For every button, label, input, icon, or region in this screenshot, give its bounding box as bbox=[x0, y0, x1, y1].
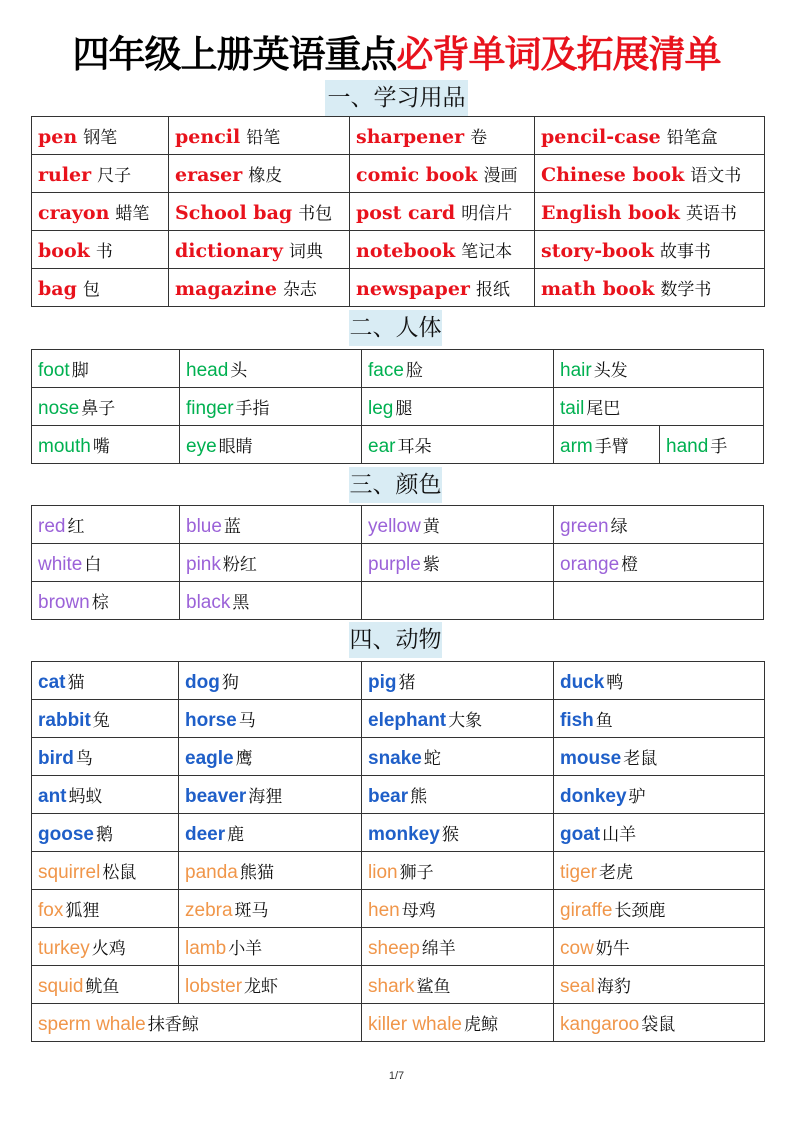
english-word: pen bbox=[38, 126, 78, 148]
table-row bbox=[32, 966, 765, 1004]
english-word: horse bbox=[185, 709, 237, 731]
stationery-table bbox=[31, 116, 765, 307]
english-word: yellow bbox=[368, 515, 421, 537]
table-row bbox=[32, 582, 764, 620]
chinese-meaning: 龙虾 bbox=[244, 976, 279, 997]
english-word: beaver bbox=[185, 785, 247, 807]
chinese-meaning: 驴 bbox=[628, 786, 646, 807]
english-word: dog bbox=[185, 671, 220, 693]
table-row bbox=[32, 814, 765, 852]
chinese-meaning: 粉红 bbox=[222, 554, 257, 575]
english-word: sheep bbox=[368, 937, 420, 959]
chinese-meaning: 鹅 bbox=[95, 824, 113, 845]
chinese-meaning: 报纸 bbox=[475, 280, 510, 300]
chinese-meaning: 紫 bbox=[422, 554, 440, 575]
vocab-cell bbox=[32, 582, 180, 620]
chinese-meaning: 尾巴 bbox=[586, 398, 621, 419]
vocab-cell bbox=[32, 776, 179, 814]
vocab-cell bbox=[179, 700, 362, 738]
table-row bbox=[32, 1004, 765, 1042]
english-word: goose bbox=[38, 823, 94, 845]
english-word: black bbox=[186, 591, 231, 613]
chinese-meaning: 海豹 bbox=[596, 976, 631, 997]
vocab-cell bbox=[179, 776, 362, 814]
vocab-cell bbox=[554, 582, 764, 620]
chinese-meaning: 笔记本 bbox=[461, 242, 513, 262]
section-heading-stationery: 一、学习用品 bbox=[325, 80, 468, 116]
vocab-cell bbox=[169, 155, 350, 193]
vocab-cell bbox=[362, 966, 554, 1004]
vocab-cell bbox=[179, 662, 362, 700]
english-word: eraser bbox=[175, 164, 243, 186]
chinese-meaning: 鸟 bbox=[75, 748, 93, 769]
table-row bbox=[32, 738, 765, 776]
chinese-meaning: 英语书 bbox=[685, 204, 737, 224]
vocab-cell bbox=[362, 506, 554, 544]
english-word: pink bbox=[186, 553, 221, 575]
vocab-cell bbox=[554, 350, 764, 388]
vocab-cell bbox=[362, 1004, 554, 1042]
vocab-cell bbox=[554, 814, 765, 852]
page-number: 1/7 bbox=[388, 1070, 405, 1082]
vocab-cell bbox=[362, 544, 554, 582]
vocab-cell bbox=[169, 231, 350, 269]
chinese-meaning: 包 bbox=[82, 280, 100, 300]
english-word: notebook bbox=[356, 240, 456, 262]
vocab-cell bbox=[32, 700, 179, 738]
vocab-cell bbox=[32, 852, 179, 890]
chinese-meaning: 钢笔 bbox=[83, 128, 118, 148]
english-word: ruler bbox=[38, 164, 92, 186]
vocab-cell bbox=[180, 544, 362, 582]
english-word: purple bbox=[368, 553, 421, 575]
vocab-cell bbox=[535, 155, 765, 193]
chinese-meaning: 鹰 bbox=[235, 748, 253, 769]
english-word: pig bbox=[368, 671, 397, 693]
chinese-meaning: 狗 bbox=[221, 672, 239, 693]
vocab-cell bbox=[535, 231, 765, 269]
english-word: hen bbox=[368, 899, 400, 921]
section-heading-animals: 四、动物 bbox=[349, 622, 442, 658]
chinese-meaning: 袋鼠 bbox=[641, 1014, 676, 1035]
vocab-cell bbox=[554, 852, 765, 890]
english-word: face bbox=[368, 359, 404, 381]
chinese-meaning: 鹿 bbox=[227, 824, 245, 845]
vocab-cell bbox=[535, 193, 765, 231]
chinese-meaning: 老鼠 bbox=[623, 748, 658, 769]
chinese-meaning: 铅笔盒 bbox=[666, 128, 718, 148]
vocab-cell bbox=[362, 852, 554, 890]
chinese-meaning: 耳朵 bbox=[397, 436, 432, 457]
vocab-cell bbox=[362, 890, 554, 928]
chinese-meaning: 词典 bbox=[288, 242, 323, 262]
chinese-meaning: 书 bbox=[95, 242, 113, 262]
vocab-cell bbox=[554, 662, 765, 700]
body-table bbox=[31, 349, 764, 464]
vocab-cell bbox=[180, 582, 362, 620]
english-word: killer whale bbox=[368, 1013, 462, 1035]
vocab-cell bbox=[350, 117, 535, 155]
vocab-cell bbox=[362, 776, 554, 814]
english-word: eye bbox=[186, 435, 217, 457]
english-word: lamb bbox=[185, 937, 227, 959]
chinese-meaning: 蛇 bbox=[423, 748, 441, 769]
english-word: hand bbox=[666, 435, 709, 457]
vocab-cell bbox=[535, 117, 765, 155]
english-word: mouth bbox=[38, 435, 91, 457]
vocab-cell bbox=[554, 890, 765, 928]
english-word: white bbox=[38, 553, 83, 575]
table-row bbox=[32, 350, 764, 388]
vocab-cell bbox=[179, 966, 362, 1004]
vocab-cell bbox=[179, 928, 362, 966]
chinese-meaning: 橡皮 bbox=[248, 166, 283, 186]
chinese-meaning: 手臂 bbox=[594, 436, 629, 457]
vocab-cell bbox=[179, 738, 362, 776]
chinese-meaning: 兔 bbox=[92, 710, 110, 731]
english-word: cat bbox=[38, 671, 66, 693]
chinese-meaning: 铅笔 bbox=[246, 128, 281, 148]
table-row bbox=[32, 269, 765, 307]
title-red: 必背单词及拓展清单 bbox=[396, 33, 721, 76]
vocab-cell bbox=[169, 269, 350, 307]
section-heading-body: 二、人体 bbox=[349, 310, 442, 346]
english-word: crayon bbox=[38, 202, 110, 224]
chinese-meaning: 奶牛 bbox=[595, 938, 630, 959]
vocab-cell bbox=[32, 506, 180, 544]
english-word: lion bbox=[368, 861, 398, 883]
vocab-cell bbox=[362, 738, 554, 776]
english-word: comic book bbox=[356, 164, 478, 186]
vocab-cell bbox=[32, 814, 179, 852]
english-word: leg bbox=[368, 397, 394, 419]
chinese-meaning: 语文书 bbox=[690, 166, 742, 186]
english-word: hair bbox=[560, 359, 592, 381]
chinese-meaning: 蚂蚁 bbox=[68, 786, 103, 807]
english-word: fish bbox=[560, 709, 594, 731]
chinese-meaning: 马 bbox=[238, 710, 256, 731]
section-heading-colors: 三、颜色 bbox=[349, 467, 442, 503]
english-word: English book bbox=[541, 202, 680, 224]
vocab-cell bbox=[350, 231, 535, 269]
chinese-meaning: 漫画 bbox=[483, 166, 518, 186]
vocab-cell bbox=[32, 388, 180, 426]
table-row bbox=[32, 928, 765, 966]
english-word: deer bbox=[185, 823, 226, 845]
vocab-cell bbox=[32, 738, 179, 776]
chinese-meaning: 眼睛 bbox=[218, 436, 253, 457]
english-word: tiger bbox=[560, 861, 597, 883]
vocab-cell bbox=[554, 426, 660, 464]
chinese-meaning: 脚 bbox=[71, 360, 89, 381]
english-word: bird bbox=[38, 747, 74, 769]
chinese-meaning: 绿 bbox=[610, 516, 628, 537]
chinese-meaning: 猪 bbox=[398, 672, 416, 693]
chinese-meaning: 熊猫 bbox=[239, 862, 274, 883]
chinese-meaning: 嘴 bbox=[92, 436, 110, 457]
vocab-cell bbox=[350, 193, 535, 231]
vocab-cell bbox=[32, 117, 169, 155]
english-word: pencil-case bbox=[541, 126, 661, 148]
chinese-meaning: 狐狸 bbox=[65, 900, 100, 921]
vocab-cell bbox=[362, 426, 554, 464]
chinese-meaning: 尺子 bbox=[97, 166, 132, 186]
english-word: rabbit bbox=[38, 709, 91, 731]
vocab-cell bbox=[554, 700, 765, 738]
chinese-meaning: 棕 bbox=[91, 592, 109, 613]
vocab-cell bbox=[554, 738, 765, 776]
table-row bbox=[32, 193, 765, 231]
chinese-meaning: 鱿鱼 bbox=[85, 976, 120, 997]
chinese-meaning: 鸭 bbox=[606, 672, 624, 693]
english-word: panda bbox=[185, 861, 238, 883]
english-word: squid bbox=[38, 975, 84, 997]
vocab-cell bbox=[180, 350, 362, 388]
english-word: duck bbox=[560, 671, 605, 693]
english-word: eagle bbox=[185, 747, 234, 769]
chinese-meaning: 手 bbox=[710, 436, 728, 457]
vocab-cell bbox=[32, 662, 179, 700]
chinese-meaning: 脸 bbox=[405, 360, 423, 381]
chinese-meaning: 小羊 bbox=[228, 938, 263, 959]
chinese-meaning: 蜡笔 bbox=[115, 204, 150, 224]
english-word: sperm whale bbox=[38, 1013, 146, 1035]
vocab-cell bbox=[362, 350, 554, 388]
vocab-cell bbox=[32, 426, 180, 464]
vocab-cell bbox=[362, 388, 554, 426]
english-word: brown bbox=[38, 591, 90, 613]
vocab-cell bbox=[179, 852, 362, 890]
colors-table bbox=[31, 505, 764, 620]
chinese-meaning: 虎鲸 bbox=[463, 1014, 498, 1035]
chinese-meaning: 白 bbox=[84, 554, 102, 575]
english-word: cow bbox=[560, 937, 594, 959]
chinese-meaning: 故事书 bbox=[659, 242, 711, 262]
vocab-cell bbox=[350, 155, 535, 193]
table-row bbox=[32, 231, 765, 269]
english-word: story-book bbox=[541, 240, 654, 262]
english-word: seal bbox=[560, 975, 595, 997]
english-word: mouse bbox=[560, 747, 622, 769]
english-word: giraffe bbox=[560, 899, 613, 921]
vocab-cell bbox=[179, 814, 362, 852]
chinese-meaning: 斑马 bbox=[234, 900, 269, 921]
chinese-meaning: 老虎 bbox=[598, 862, 633, 883]
vocab-cell bbox=[180, 388, 362, 426]
english-word: green bbox=[560, 515, 609, 537]
vocab-cell bbox=[180, 426, 362, 464]
chinese-meaning: 大象 bbox=[448, 710, 483, 731]
table-row bbox=[32, 776, 765, 814]
vocab-cell bbox=[32, 1004, 362, 1042]
vocab-cell bbox=[554, 544, 764, 582]
table-row bbox=[32, 852, 765, 890]
chinese-meaning: 熊 bbox=[410, 786, 428, 807]
vocab-cell bbox=[32, 231, 169, 269]
vocab-cell bbox=[32, 544, 180, 582]
table-row bbox=[32, 155, 765, 193]
animals-table bbox=[31, 661, 765, 1042]
chinese-meaning: 头发 bbox=[593, 360, 628, 381]
english-word: sharpener bbox=[356, 126, 465, 148]
english-word: newspaper bbox=[356, 278, 470, 300]
vocab-cell bbox=[169, 117, 350, 155]
english-word: ear bbox=[368, 435, 396, 457]
vocab-cell bbox=[554, 506, 764, 544]
chinese-meaning: 卷 bbox=[470, 128, 488, 148]
chinese-meaning: 红 bbox=[67, 516, 85, 537]
vocab-cell bbox=[32, 193, 169, 231]
vocab-cell bbox=[554, 776, 765, 814]
chinese-meaning: 鲨鱼 bbox=[416, 976, 451, 997]
chinese-meaning: 头 bbox=[230, 360, 248, 381]
table-row bbox=[32, 426, 764, 464]
english-word: bag bbox=[38, 278, 77, 300]
english-word: dictionary bbox=[175, 240, 283, 262]
chinese-meaning: 明信片 bbox=[461, 204, 513, 224]
vocab-cell bbox=[362, 582, 554, 620]
vocab-cell bbox=[554, 388, 764, 426]
english-word: goat bbox=[560, 823, 601, 845]
english-word: pencil bbox=[175, 126, 241, 148]
chinese-meaning: 狮子 bbox=[399, 862, 434, 883]
english-word: lobster bbox=[185, 975, 243, 997]
chinese-meaning: 绵羊 bbox=[421, 938, 456, 959]
vocab-cell bbox=[180, 506, 362, 544]
vocab-cell bbox=[660, 426, 764, 464]
chinese-meaning: 鱼 bbox=[595, 710, 613, 731]
table-row bbox=[32, 506, 764, 544]
english-word: magazine bbox=[175, 278, 277, 300]
vocab-cell bbox=[32, 350, 180, 388]
chinese-meaning: 杂志 bbox=[282, 280, 317, 300]
chinese-meaning: 火鸡 bbox=[91, 938, 126, 959]
english-word: turkey bbox=[38, 937, 90, 959]
table-row bbox=[32, 700, 765, 738]
chinese-meaning: 书包 bbox=[298, 204, 333, 224]
chinese-meaning: 松鼠 bbox=[102, 862, 137, 883]
english-word: kangaroo bbox=[560, 1013, 640, 1035]
english-word: snake bbox=[368, 747, 422, 769]
chinese-meaning: 母鸡 bbox=[401, 900, 436, 921]
vocab-cell bbox=[32, 269, 169, 307]
chinese-meaning: 长颈鹿 bbox=[614, 900, 666, 921]
table-row bbox=[32, 388, 764, 426]
vocab-cell bbox=[362, 662, 554, 700]
english-word: finger bbox=[186, 397, 234, 419]
english-word: orange bbox=[560, 553, 620, 575]
vocab-cell bbox=[32, 966, 179, 1004]
vocab-cell bbox=[362, 928, 554, 966]
chinese-meaning: 蓝 bbox=[223, 516, 241, 537]
vocab-cell bbox=[362, 814, 554, 852]
vocab-cell bbox=[32, 928, 179, 966]
chinese-meaning: 数学书 bbox=[660, 280, 712, 300]
vocab-cell bbox=[554, 966, 765, 1004]
english-word: math book bbox=[541, 278, 655, 300]
table-row bbox=[32, 662, 765, 700]
english-word: post card bbox=[356, 202, 456, 224]
english-word: monkey bbox=[368, 823, 440, 845]
english-word: elephant bbox=[368, 709, 447, 731]
vocab-cell bbox=[554, 1004, 765, 1042]
chinese-meaning: 黑 bbox=[232, 592, 250, 613]
english-word: shark bbox=[368, 975, 415, 997]
vocab-cell bbox=[554, 928, 765, 966]
chinese-meaning: 猴 bbox=[441, 824, 459, 845]
chinese-meaning: 腿 bbox=[395, 398, 413, 419]
vocab-cell bbox=[32, 155, 169, 193]
vocab-cell bbox=[362, 700, 554, 738]
chinese-meaning: 鼻子 bbox=[81, 398, 116, 419]
english-word: ant bbox=[38, 785, 67, 807]
page-title bbox=[0, 30, 793, 80]
english-word: blue bbox=[186, 515, 222, 537]
english-word: arm bbox=[560, 435, 593, 457]
title-black: 四年级上册英语重点 bbox=[72, 33, 397, 76]
chinese-meaning: 橙 bbox=[621, 554, 639, 575]
english-word: foot bbox=[38, 359, 70, 381]
english-word: School bag bbox=[175, 202, 293, 224]
vocab-cell bbox=[350, 269, 535, 307]
english-word: donkey bbox=[560, 785, 627, 807]
english-word: bear bbox=[368, 785, 409, 807]
english-word: red bbox=[38, 515, 66, 537]
vocab-cell bbox=[535, 269, 765, 307]
vocab-cell bbox=[32, 890, 179, 928]
english-word: book bbox=[38, 240, 90, 262]
english-word: Chinese book bbox=[541, 164, 685, 186]
english-word: zebra bbox=[185, 899, 233, 921]
chinese-meaning: 黄 bbox=[422, 516, 440, 537]
english-word: fox bbox=[38, 899, 64, 921]
table-row bbox=[32, 890, 765, 928]
chinese-meaning: 抹香鲸 bbox=[147, 1014, 199, 1035]
table-row bbox=[32, 544, 764, 582]
chinese-meaning: 山羊 bbox=[602, 824, 637, 845]
english-word: squirrel bbox=[38, 861, 101, 883]
english-word: nose bbox=[38, 397, 80, 419]
vocab-cell bbox=[179, 890, 362, 928]
chinese-meaning: 海狸 bbox=[248, 786, 283, 807]
chinese-meaning: 手指 bbox=[235, 398, 270, 419]
table-row bbox=[32, 117, 765, 155]
chinese-meaning: 猫 bbox=[67, 672, 85, 693]
english-word: tail bbox=[560, 397, 585, 419]
english-word: head bbox=[186, 359, 229, 381]
vocab-cell bbox=[169, 193, 350, 231]
